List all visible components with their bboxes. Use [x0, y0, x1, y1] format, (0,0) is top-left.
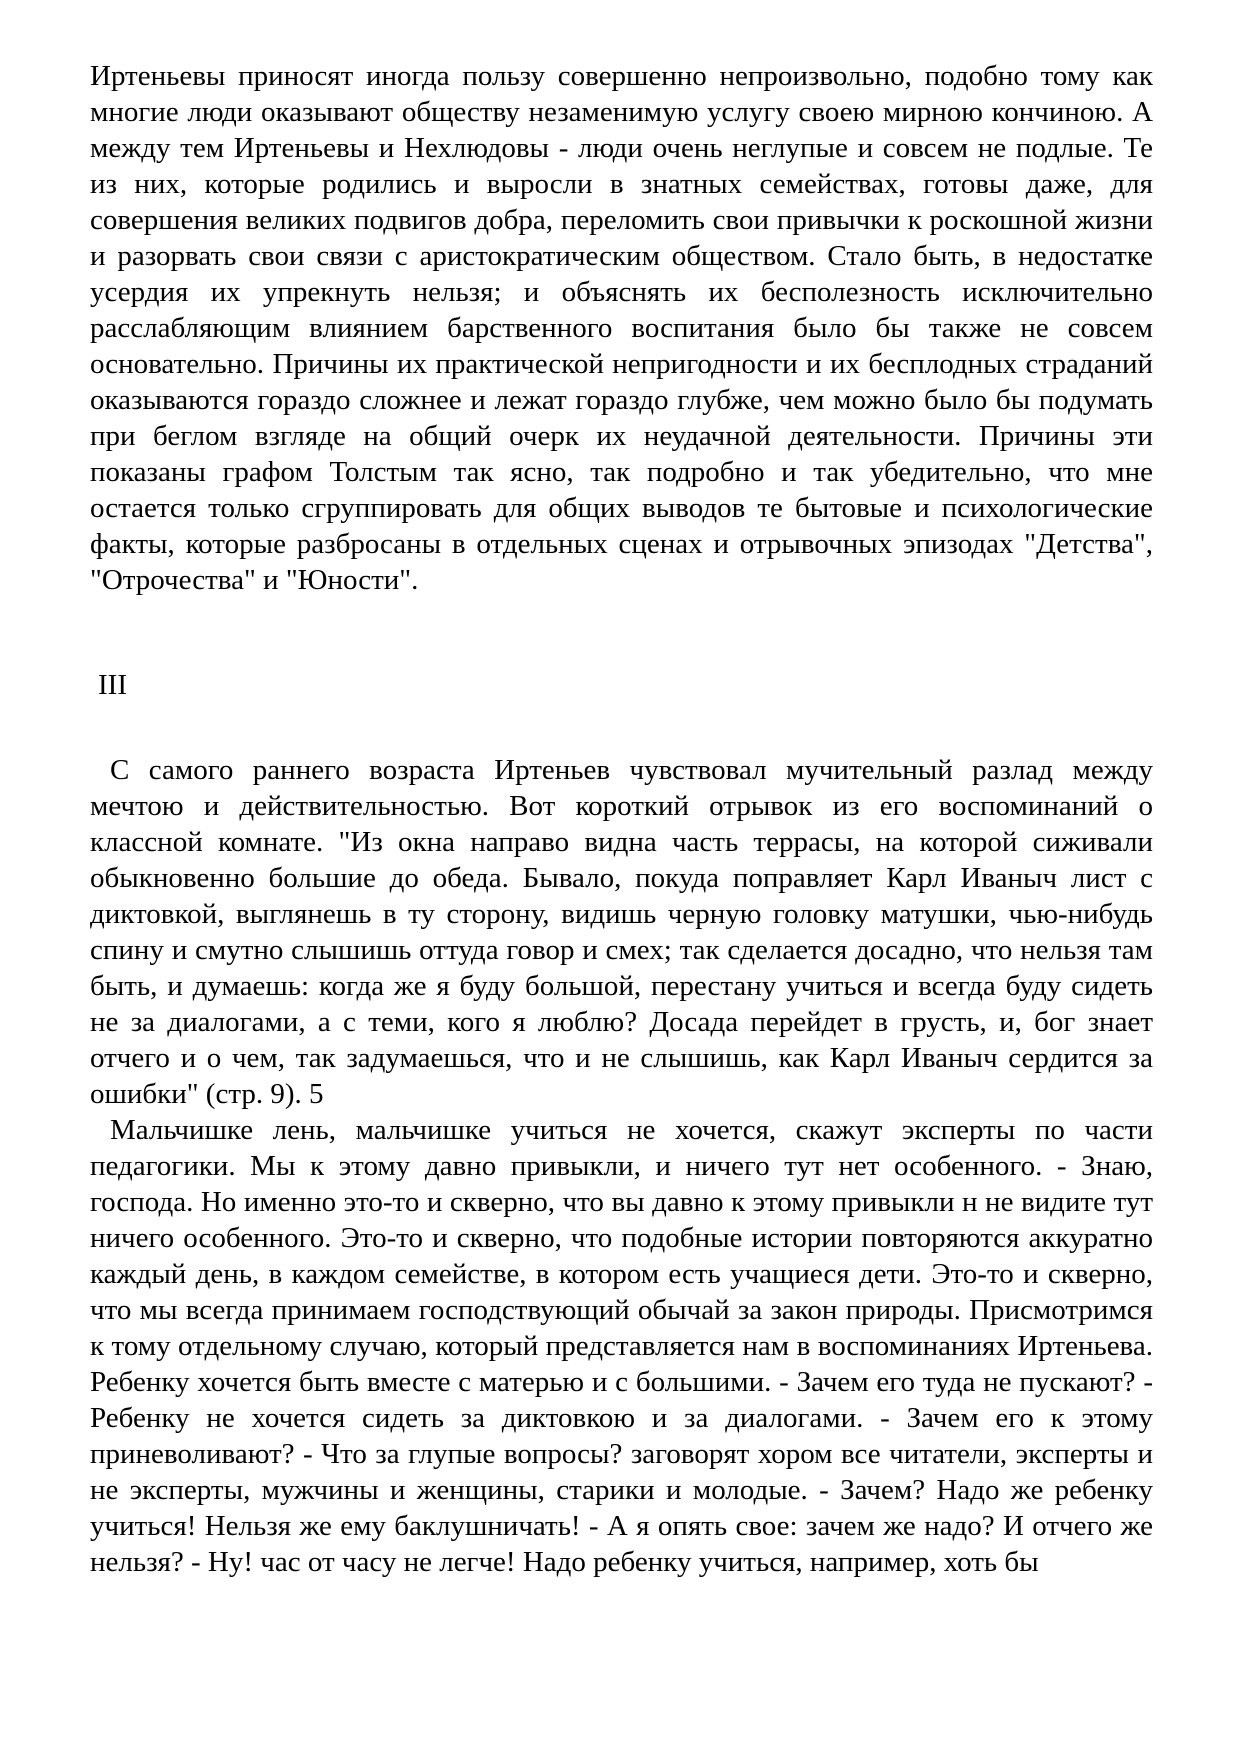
document-page [90, 58, 1153, 1580]
paragraph-1: Иртеньевы приносят иногда пользу совершенно непроизвольно, подобно тому как многие люди оказывают обществу незаменимую услугу своею мирною кончиною. А между тем Иртеньевы и Нехлюдовы - люди очень неглупые и совсем не подлые. Те из них, которые родились и выросли в знатных семействах, готовы даже, для совершения великих подвигов добра, переломить свои привычки к роскошной жизни и разорвать свои связи с аристократическим обществом. Стало быть, в недостатке усердия их упрекнуть нельзя; и объяснять их бесполезность исключительно расслабляющим влиянием барственного воспитания было бы также не совсем основательно. Причины их практической непригодности и их бесплодных страданий оказываются гораздо сложнее и лежат гораздо глубже, чем можно было бы подумать при беглом взгляде на общий очерк их неудачной деятельности. Причины эти показаны графом Толстым так ясно, так подробно и так убедительно, что мне остается только сгруппировать для общих выводов те бытовые и психологические факты, которые разбросаны в отдельных сценах и отрывочных эпизодах "Детства", "Отрочества" и "Юности". [90, 60, 1153, 596]
paragraph-3: Мальчишке лень, мальчишке учиться не хочется, скажут эксперты по части педагогики. Мы к этому давно привыкли, и ничего тут нет особенного. - Знаю, господа. Но именно это-то и скверно, что вы давно к этому привыкли н не видите тут ничего особенного. Это-то и скверно, что подобные истории повторяются аккуратно каждый день, в каждом семействе, в котором есть учащиеся дети. Это-то и скверно, что мы всегда принимаем господствующий обычай за закон природы. Присмотримся к тому отдельному случаю, который представляется нам в воспоминаниях Иртеньева. Ребенку хочется быть вместе с матерью и с большими. - Зачем его туда не пускают? - Ребенку не хочется сидеть за диктовкою и за диалогами. - Зачем его к этому приневоливают? - Что за глупые вопросы? заговорят хором все читатели, эксперты и не эксперты, мужчины и женщины, старики и молодые. - Зачем? Надо же ребенку учиться! Нельзя же ему баклушничать! - А я опять свое: зачем же надо? И отчего же нельзя? - Ну! час от часу не легче! Надо ребенку учиться, например, хоть бы [90, 1114, 1153, 1578]
spacer [90, 598, 1153, 667]
paragraph-2: С самого раннего возраста Иртеньев чувствовал мучительный разлад между мечтою и действительностью. Вот короткий отрывок из его воспоминаний о классной комнате. "Из окна направо видна часть террасы, на которой сиживали обыкновенно большие до обеда. Бывало, покуда поправляет Карл Иваныч лист с диктовкой, выглянешь в ту сторону, видишь черную головку матушки, чью-нибудь спину и смутно слышишь оттуда говор и смех; так сделается досадно, что нельзя там быть, и думаешь: когда же я буду большой, перестану учиться и всегда буду сидеть не за диалогами, а с теми, кого я люблю? Досада перейдет в грусть, и, бог знает отчего и о чем, так задумаешься, что и не слышишь, как Карл Иваныч сердится за ошибки" (стр. 9). 5 [90, 754, 1153, 1110]
section-heading: III [98, 669, 127, 701]
spacer [90, 703, 1153, 752]
